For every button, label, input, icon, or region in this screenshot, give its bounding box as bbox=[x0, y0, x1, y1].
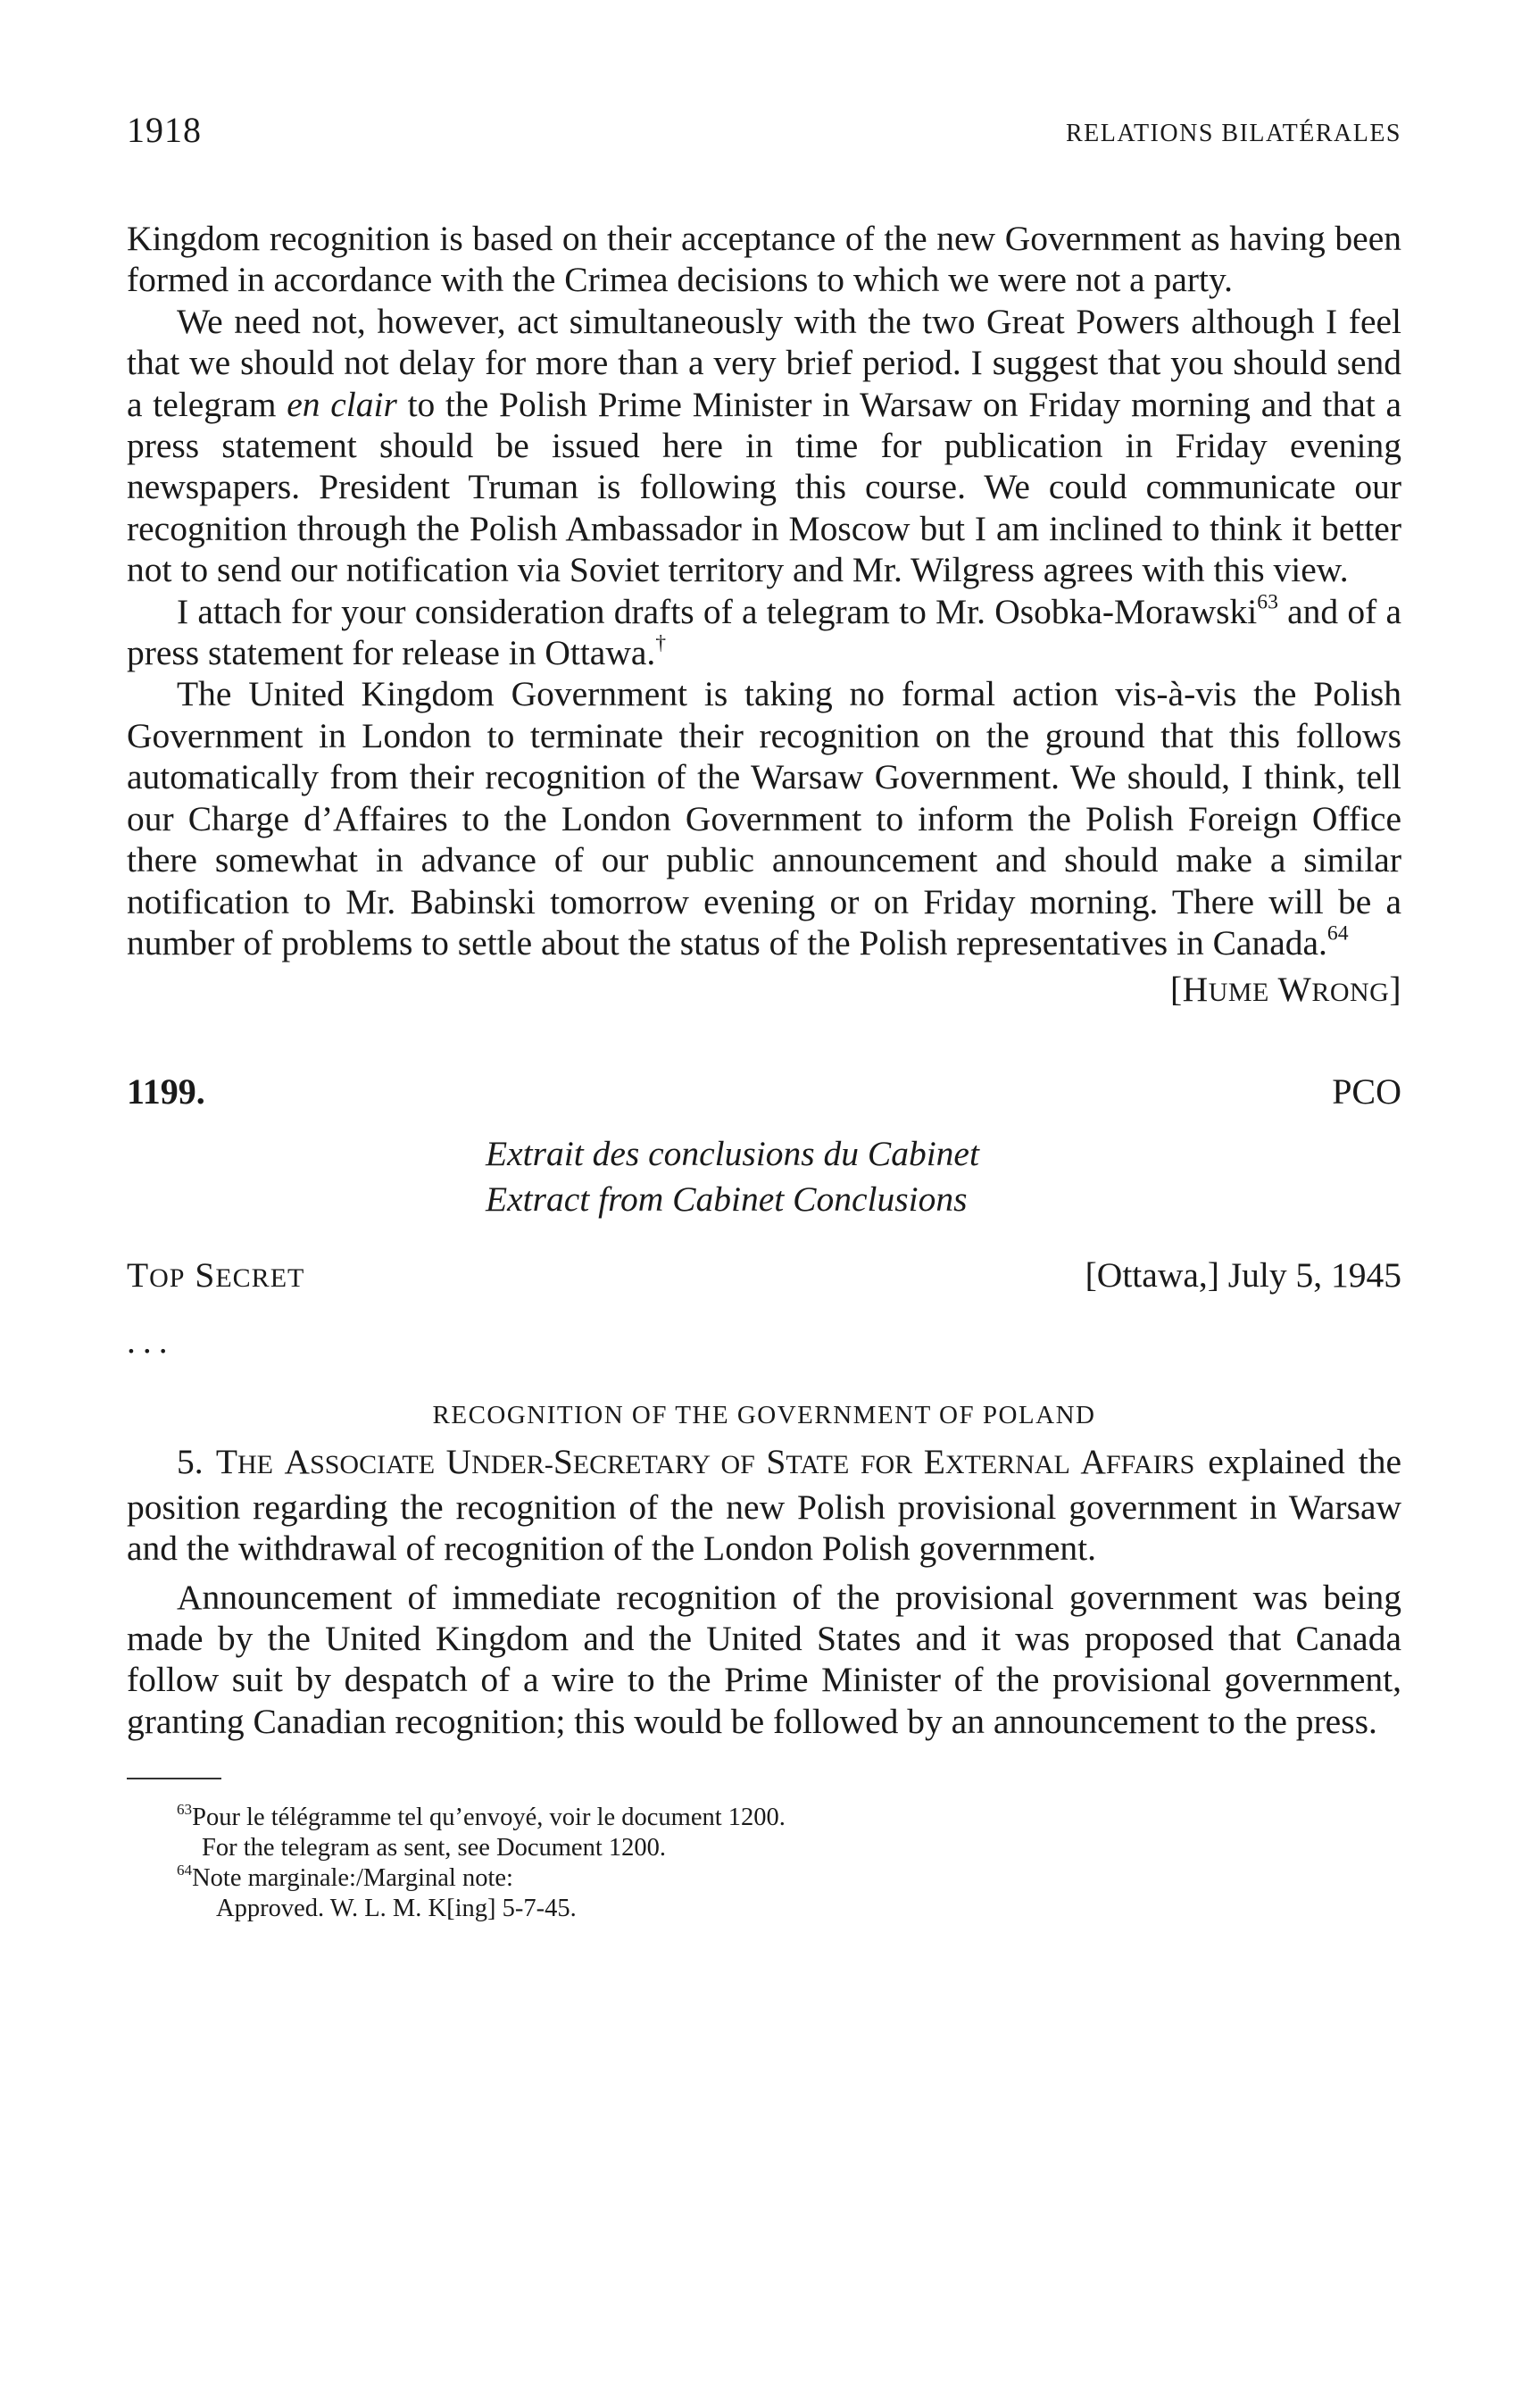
sc-letter: S bbox=[766, 1442, 786, 1482]
sc-letter: S bbox=[195, 1255, 216, 1296]
footnote-number: 63 bbox=[177, 1801, 193, 1819]
footnote-text: Note marginale:/Marginal note: bbox=[192, 1864, 513, 1893]
paragraph-continuation: Kingdom recognition is based on their acceptance of the new Government as having been formed in accordance with the Crimea decisions to which we were not a party. bbox=[127, 219, 1401, 300]
text-run: The United Kingdom Government is taking no formal action vis-à-vis the Polish Government in London to terminate their recognition on the ground that this follows automatically from their recognition of the Warsaw Government. We should, I think, tell our Charge d’Affaires to the London Government to inform the Polish Foreign Office there somewhat in advance of our public announcement and should make a similar notification to Mr. Babinski tomorrow evening or on Friday morning. There will be a number of problems to settle about the status of the Polish representatives in Canada. bbox=[127, 674, 1401, 962]
footnote-divider bbox=[127, 1778, 221, 1779]
paragraph bbox=[127, 1441, 1401, 1569]
document-number: 1199. bbox=[127, 1071, 205, 1112]
classification bbox=[127, 1254, 304, 1296]
previous-document-text bbox=[127, 218, 1401, 963]
running-title: RELATIONS BILATÉRALES bbox=[1065, 120, 1401, 147]
footnote-ref: 64 bbox=[1326, 921, 1349, 946]
footnote-64 bbox=[127, 1863, 1401, 1894]
spacer bbox=[127, 1570, 1401, 1577]
title-english: Extract from Cabinet Conclusions bbox=[486, 1179, 968, 1220]
text-run: explained the position regarding the recognition of the new Polish provisional government in Warsaw and the withdrawal of recognition of the London Polish government. bbox=[127, 1442, 1401, 1569]
space bbox=[1269, 970, 1278, 1009]
sc-letter: E bbox=[923, 1442, 945, 1482]
space bbox=[186, 1255, 195, 1295]
text-run: We need not, however, act simultaneously with the two Great Powers although I feel that we should not delay for more than a very brief period. I suggest that you should send a telegram bbox=[127, 301, 1401, 424]
sc-letter: T bbox=[215, 1442, 237, 1482]
paragraph: Announcement of immediate recognition of the provisional government was being made by the United Kingdom and the United States and it was proposed that Canada follow suit by despatch of a wire to the Prime Minister of the provisional government, granting Canadian recognition; this would be followed by an announcement to the press. bbox=[127, 1577, 1401, 1741]
signature bbox=[127, 969, 1401, 1013]
document-meta bbox=[127, 1254, 1401, 1308]
footnote-ref: 63 bbox=[1257, 590, 1278, 614]
footnote-63 bbox=[127, 1803, 1401, 1833]
item-number: 5. bbox=[177, 1442, 216, 1482]
sc-rest: FFAIRS bbox=[1105, 1450, 1195, 1480]
text-run: and of a press statement for release in Ottawa. bbox=[127, 591, 1401, 673]
sc-letter: A bbox=[1080, 1442, 1106, 1482]
document-text bbox=[127, 1441, 1401, 1742]
smallcaps-title bbox=[216, 1442, 1195, 1481]
sc-rest: UME bbox=[1208, 978, 1269, 1008]
sc-rest: SSOCIATE bbox=[310, 1450, 446, 1480]
sc-rest: ECRET bbox=[215, 1263, 305, 1294]
paragraph bbox=[127, 301, 1401, 591]
dagger-mark: † bbox=[655, 631, 667, 655]
title-french: Extrait des conclusions du Cabinet bbox=[486, 1134, 979, 1174]
sc-rest: HE bbox=[237, 1450, 285, 1480]
running-head bbox=[127, 109, 1401, 162]
document-source: PCO bbox=[1332, 1071, 1401, 1112]
sc-rest: XTERNAL bbox=[944, 1450, 1081, 1480]
footnote-64-note: Approved. W. L. M. K[ing] 5-7-45. bbox=[216, 1895, 577, 1923]
sc-letter: S bbox=[553, 1442, 573, 1482]
bracket: [ bbox=[1170, 970, 1183, 1010]
document-page bbox=[127, 109, 1401, 1924]
page-number: 1918 bbox=[127, 110, 202, 150]
text-run: to the Polish Prime Minister in Warsaw on Friday morning and that a press statement should be issued here in time for publication in Friday evening newspapers. President Truman is following this course. We could communicate our recognition through the Polish Ambassador in Moscow but I am inclined to think it better not to send our notification via Soviet territory and Mr. Wilgress agrees with this view. bbox=[127, 384, 1401, 590]
document-titles bbox=[486, 1131, 1401, 1222]
sc-rest: RONG bbox=[1311, 978, 1390, 1008]
footnote-text: Pour le télégramme tel qu’envoyé, voir le document 1200. bbox=[192, 1804, 786, 1832]
section-heading: RECOGNITION OF THE GOVERNMENT OF POLAND bbox=[432, 1401, 1096, 1430]
sc-letter: H bbox=[1182, 970, 1209, 1010]
footnote-number: 64 bbox=[177, 1862, 193, 1879]
bracket: ] bbox=[1389, 970, 1401, 1010]
footnote-63-english: For the telegram as sent, see Document 1200. bbox=[202, 1834, 666, 1862]
document-date: [Ottawa,] July 5, 1945 bbox=[1085, 1255, 1401, 1296]
sc-rest: OP bbox=[149, 1263, 186, 1294]
sc-letter: A bbox=[284, 1442, 311, 1482]
document-header bbox=[127, 1071, 1401, 1131]
sc-letter: W bbox=[1277, 970, 1312, 1010]
sc-letter: T bbox=[127, 1255, 150, 1296]
text-run: I attach for your consideration drafts of a telegram to Mr. Osobka-Morawski bbox=[177, 591, 1258, 631]
footnotes bbox=[127, 1803, 1401, 1924]
sc-rest: NDER- bbox=[471, 1450, 553, 1480]
sc-rest: TATE FOR bbox=[786, 1450, 924, 1480]
paragraph bbox=[127, 673, 1401, 963]
ellipsis: ... bbox=[127, 1321, 175, 1362]
sc-letter: U bbox=[445, 1442, 472, 1482]
sc-rest: ECRETARY OF bbox=[572, 1450, 767, 1480]
paragraph bbox=[127, 591, 1401, 674]
italic-phrase: en clair bbox=[287, 384, 397, 424]
